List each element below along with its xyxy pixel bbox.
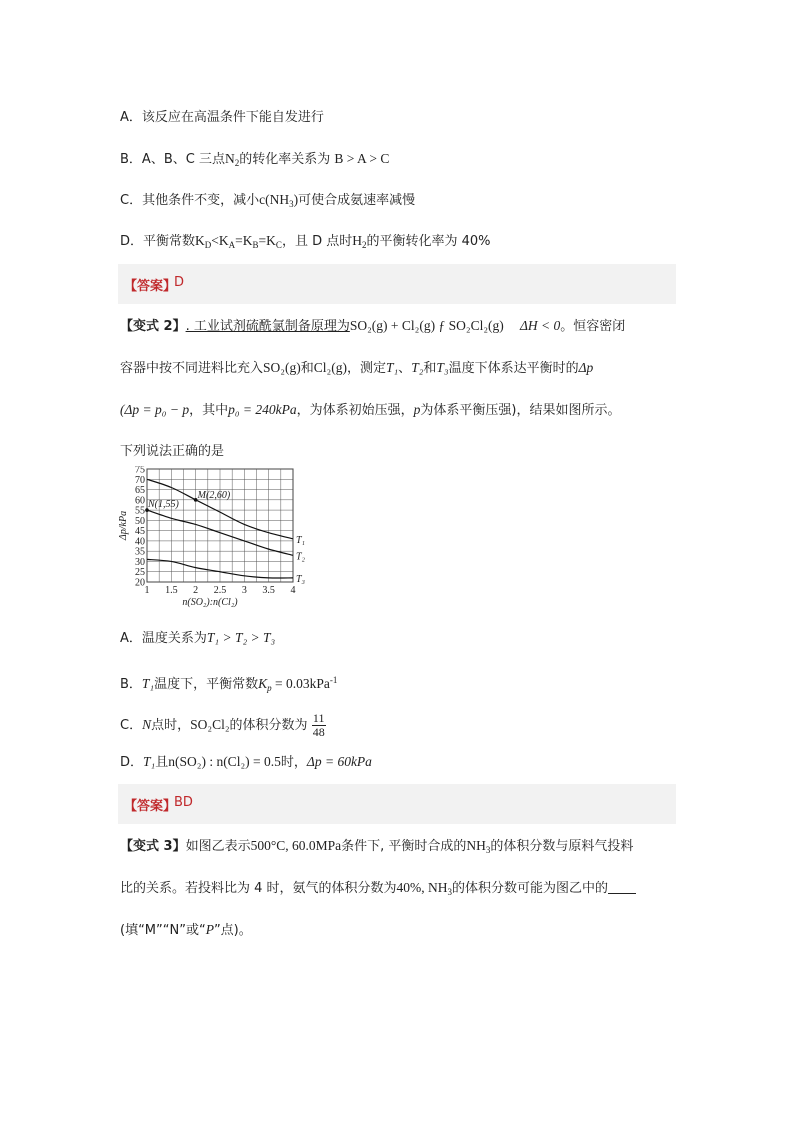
- variant-text: 条件下, 平衡时合成的: [341, 839, 467, 854]
- option-d-line: [120, 231, 491, 255]
- species: $NH_3$: [466, 838, 491, 855]
- option-label: D．: [120, 234, 144, 249]
- variant-text: 。恒容密闭: [560, 319, 626, 334]
- variant-text: . 工业试剂硫酰氯制备原理为: [185, 319, 350, 334]
- y-axis-label: Δp/kPa: [118, 510, 129, 541]
- answer-tag: 【答案】: [124, 279, 177, 294]
- variant2-line1: [120, 316, 625, 337]
- option-label: C．: [120, 193, 143, 208]
- option-label: B．: [120, 152, 142, 167]
- option-a-line: [120, 108, 324, 128]
- option-text: 的体积分数为: [229, 718, 308, 733]
- species: $H_2$: [352, 233, 367, 250]
- variant-text: ，测定: [346, 361, 386, 376]
- variant-text: 和: [300, 361, 314, 376]
- option2-b-line: [120, 670, 337, 698]
- variant2-line3: [120, 400, 621, 421]
- x-tick-label: 3.5: [262, 585, 275, 596]
- delta-p: Δp: [578, 360, 594, 375]
- equation: SO₂(g) + Cl₂(g) ƒ SO₂Cl₂(g): [349, 318, 504, 333]
- option-label: B．: [120, 677, 142, 692]
- species: Cl₂(g): [313, 360, 347, 375]
- variant-tag: 【变式 2】: [120, 319, 186, 334]
- x-axis-label: n(SO₂):n(Cl₂): [182, 597, 238, 608]
- temp-relation: T₁ > T₂ > T₃: [206, 630, 276, 645]
- option-text: 的转化率关系为: [239, 152, 331, 167]
- y-tick-label: 30: [135, 556, 145, 568]
- option-label: D．: [120, 755, 144, 770]
- option2-d-line: [120, 752, 372, 773]
- y-tick-label: 70: [135, 474, 145, 486]
- initial-pressure: p₀ = 240kPa: [228, 402, 297, 417]
- enthalpy: ΔH < 0: [519, 318, 561, 333]
- annotation-label-1: M(2,60): [197, 489, 231, 501]
- percent-species: 40%, $NH_3$: [396, 880, 453, 897]
- variant-text: 温度下体系达平衡时的: [448, 361, 579, 376]
- delta-p-chart: [116, 466, 316, 614]
- option2-c-line: [120, 712, 326, 739]
- variant3-line1: [120, 836, 633, 860]
- species: SO₂(g): [263, 360, 301, 375]
- y-tick-label: 45: [135, 526, 145, 538]
- option-text: 且: [155, 755, 169, 770]
- option-text: 其他条件不变，减小: [142, 193, 260, 208]
- point-n: N: [142, 717, 152, 732]
- option-b-line: [120, 149, 389, 173]
- temp-t1: T₁: [385, 360, 399, 375]
- y-tick-label: 65: [135, 485, 145, 497]
- y-tick-label: 35: [135, 546, 145, 558]
- answer-value: BD: [174, 795, 193, 810]
- x-tick-label: 1: [144, 585, 150, 596]
- variant3-line3: [120, 920, 252, 941]
- option-text: 点时，: [151, 718, 191, 733]
- variant2-line2: [120, 358, 593, 379]
- species: $N_2$: [224, 151, 240, 168]
- y-tick-label: 55: [135, 505, 145, 517]
- ratio: n(SO₂) : n(Cl₂) = 0.5: [168, 754, 281, 769]
- option2-a-line: [120, 628, 275, 649]
- option-text: 的平衡转化率为 40%: [366, 234, 491, 249]
- series-label-2: T₂: [296, 551, 306, 563]
- variant-text: 容器中按不同进料比充入: [120, 361, 264, 376]
- y-tick-label: 50: [135, 515, 145, 527]
- variant3-line2: [120, 878, 636, 902]
- answer-value: D: [174, 275, 185, 290]
- y-tick-label: 25: [135, 567, 145, 579]
- option-text: A、B、C 三点: [141, 152, 225, 167]
- variant-text: 为体系平衡压强)，结果如图所示。: [420, 403, 621, 418]
- option-label: C．: [120, 718, 143, 733]
- answer-box-2: [118, 784, 676, 824]
- delta-p-def: (Δp = p₀ − p: [120, 402, 190, 417]
- x-tick-label: 1.5: [165, 585, 178, 596]
- temp-t1: T₁: [141, 676, 155, 691]
- variant-text: 和: [423, 361, 437, 376]
- series-label-1: T₁: [296, 534, 306, 546]
- variant-text: ”点)。: [213, 923, 252, 938]
- constants: $K_D<K_A=K_B=K_C$: [195, 233, 282, 250]
- variant-text: 、: [398, 361, 412, 376]
- condition: 500°C, 60.0MPa: [250, 838, 342, 853]
- point-p: P: [205, 922, 214, 937]
- variant-text: ，其中: [189, 403, 229, 418]
- y-tick-label: 60: [135, 495, 145, 507]
- variant-text: (填“M”“N”或“: [120, 923, 206, 938]
- option-text: 时，: [280, 755, 307, 770]
- relation: B > A > C: [334, 151, 390, 166]
- option-text: 温度下，平衡常数: [154, 677, 259, 692]
- x-tick-label: 2.5: [213, 585, 227, 596]
- option-text: 平衡常数: [143, 234, 196, 249]
- concentration: $c(NH_3)$: [259, 192, 299, 209]
- variant-text: ，为体系初始压强，: [296, 403, 414, 418]
- variant-tag: 【变式 3】: [120, 839, 186, 854]
- x-tick-label: 4: [290, 585, 296, 596]
- option-text: 该反应在高温条件下能自发进行: [141, 110, 324, 125]
- delta-p-value: Δp = 60kPa: [306, 754, 372, 769]
- temp-t2: T₂: [411, 360, 424, 375]
- series-label-3: T₃: [296, 573, 306, 585]
- annotation-label-2: N(1,55): [148, 499, 179, 511]
- variant-text: 的体积分数与原料气投料: [490, 839, 634, 854]
- x-tick-label: 3: [241, 585, 247, 596]
- answer-tag: 【答案】: [124, 799, 177, 814]
- fraction: $\frac{11}{48}$: [312, 711, 325, 739]
- y-tick-label: 20: [135, 577, 145, 589]
- y-tick-label: 75: [135, 466, 145, 476]
- answer-blank[interactable]: [608, 881, 636, 894]
- variant-text: 的体积分数可能为图乙中的: [452, 881, 609, 896]
- variant-text: 如图乙表示: [185, 839, 251, 854]
- pressure-symbol: p: [413, 402, 421, 417]
- variant-text: 比的关系。若投料比为 4 时，氨气的体积分数为: [120, 881, 397, 896]
- option-c-line: [120, 190, 415, 214]
- species: SO₂Cl₂: [190, 717, 230, 732]
- kp-value: $K_p = 0.03kPa^{-1}$: [258, 675, 338, 693]
- temp-t3: T₃: [436, 360, 449, 375]
- temp-t1: T₁: [143, 754, 156, 769]
- option-text: ，且 D 点时: [281, 234, 353, 249]
- option-label: A．: [120, 631, 142, 646]
- option-text: 温度关系为: [141, 631, 207, 646]
- y-tick-label: 40: [135, 536, 145, 548]
- option-label: A．: [120, 110, 142, 125]
- option-text: 可使合成氨速率减慢: [298, 193, 416, 208]
- variant2-question: 下列说法正确的是: [120, 444, 225, 459]
- answer-box-1: [118, 264, 676, 304]
- x-tick-label: 2: [193, 585, 199, 596]
